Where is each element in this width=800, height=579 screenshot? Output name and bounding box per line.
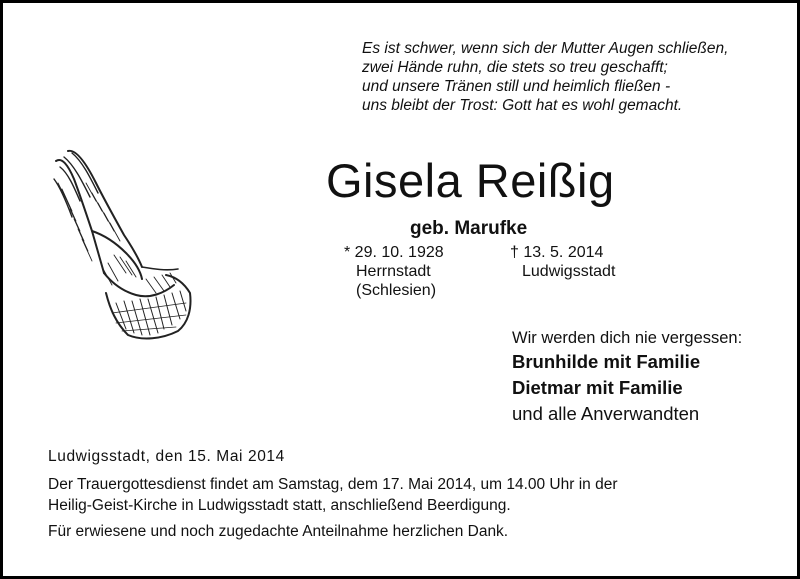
service-info <box>48 474 618 516</box>
maiden-name: geb. Marufke <box>410 218 528 239</box>
poem-line: zwei Hände ruhn, die stets so treu geschafft; <box>362 59 668 76</box>
poem-line: Es ist schwer, wenn sich der Mutter Augen schließen, <box>362 40 729 57</box>
death-date: † 13. 5. 2014 <box>510 244 604 261</box>
memorial-poem <box>362 39 728 115</box>
service-line: Der Trauergottesdienst findet am Samstag, dem 17. Mai 2014, um 14.00 Uhr in der <box>48 476 618 493</box>
thanks-text: Für erwiesene und noch zugedachte Anteilnahme herzlichen Dank. <box>48 523 509 540</box>
death-info <box>510 243 615 281</box>
place-date: Ludwigsstadt, den 15. Mai 2014 <box>48 448 285 465</box>
birth-date: * 29. 10. 1928 <box>344 244 444 261</box>
mourners-others: und alle Anverwandten <box>512 403 700 424</box>
deceased-name: Gisela Reißig <box>326 154 615 207</box>
mourner-family: Brunhilde mit Familie <box>512 351 701 372</box>
birth-info <box>344 243 444 300</box>
birth-place: Herrnstadt <box>356 263 431 280</box>
praying-hands-image <box>46 143 196 343</box>
mourners-intro: Wir werden dich nie vergessen: <box>512 329 743 347</box>
death-place: Ludwigsstadt <box>522 263 616 280</box>
service-line: Heilig-Geist-Kirche in Ludwigsstadt statt, anschließend Beerdigung. <box>48 497 511 514</box>
poem-line: und unsere Tränen still und heimlich fließen - <box>362 78 671 95</box>
mourner-family: Dietmar mit Familie <box>512 377 683 398</box>
mourners-block <box>512 327 742 427</box>
funeral-notice <box>48 447 618 541</box>
poem-line: uns bleibt der Trost: Gott hat es wohl gemacht. <box>362 97 683 114</box>
birth-region: (Schlesien) <box>356 282 437 299</box>
